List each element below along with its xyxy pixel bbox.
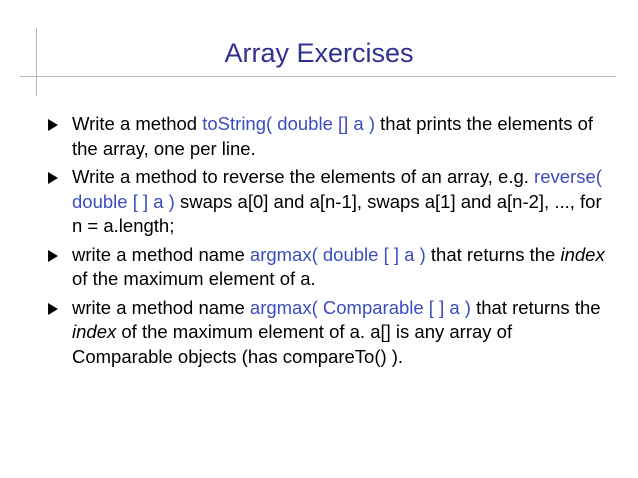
emphasis-segment: index	[72, 321, 117, 342]
text-segment: of the maximum element of a. a[] is any array of Comparable objects (has compareTo() ).	[72, 321, 513, 367]
bullet-list	[48, 112, 608, 373]
bullet-item	[48, 112, 608, 161]
code-segment: argmax( Comparable [ ] a )	[249, 296, 471, 318]
bullet-text	[72, 113, 593, 159]
text-segment: write a method name	[72, 243, 250, 265]
text-segment: Write a method	[72, 113, 203, 134]
text-segment: of the maximum element of a.	[72, 268, 316, 289]
bullet-text	[72, 166, 602, 236]
code-segment: argmax( double [ ] a )	[249, 243, 426, 265]
text-segment: Write a method to reverse the elements of an array, e.g.	[72, 166, 535, 187]
slide-title: Array Exercises	[224, 38, 414, 68]
text-segment: write a method name	[72, 296, 250, 318]
text-segment: that returns the	[425, 243, 561, 265]
decorative-horizontal-line	[20, 76, 616, 77]
bullet-item	[48, 165, 608, 239]
text-segment: that returns the	[470, 296, 601, 318]
bullet-text	[72, 244, 605, 290]
text-segment: that prints the elements of the array, one per line.	[72, 113, 594, 159]
code-segment: reverse( double [ ] a )	[72, 166, 602, 212]
bullet-text	[72, 297, 601, 367]
square-bullet-icon	[48, 119, 58, 131]
bullet-item	[48, 296, 608, 370]
code-segment: toString( double [] a )	[202, 113, 376, 134]
square-bullet-icon	[48, 303, 58, 315]
square-bullet-icon	[48, 250, 58, 262]
bullet-item	[48, 243, 608, 292]
text-segment: swaps a[0] and a[n-1], swaps a[1] and a[n-2], ..., for n = a.length;	[72, 190, 602, 236]
emphasis-segment: index	[560, 243, 605, 265]
square-bullet-icon	[48, 172, 58, 184]
